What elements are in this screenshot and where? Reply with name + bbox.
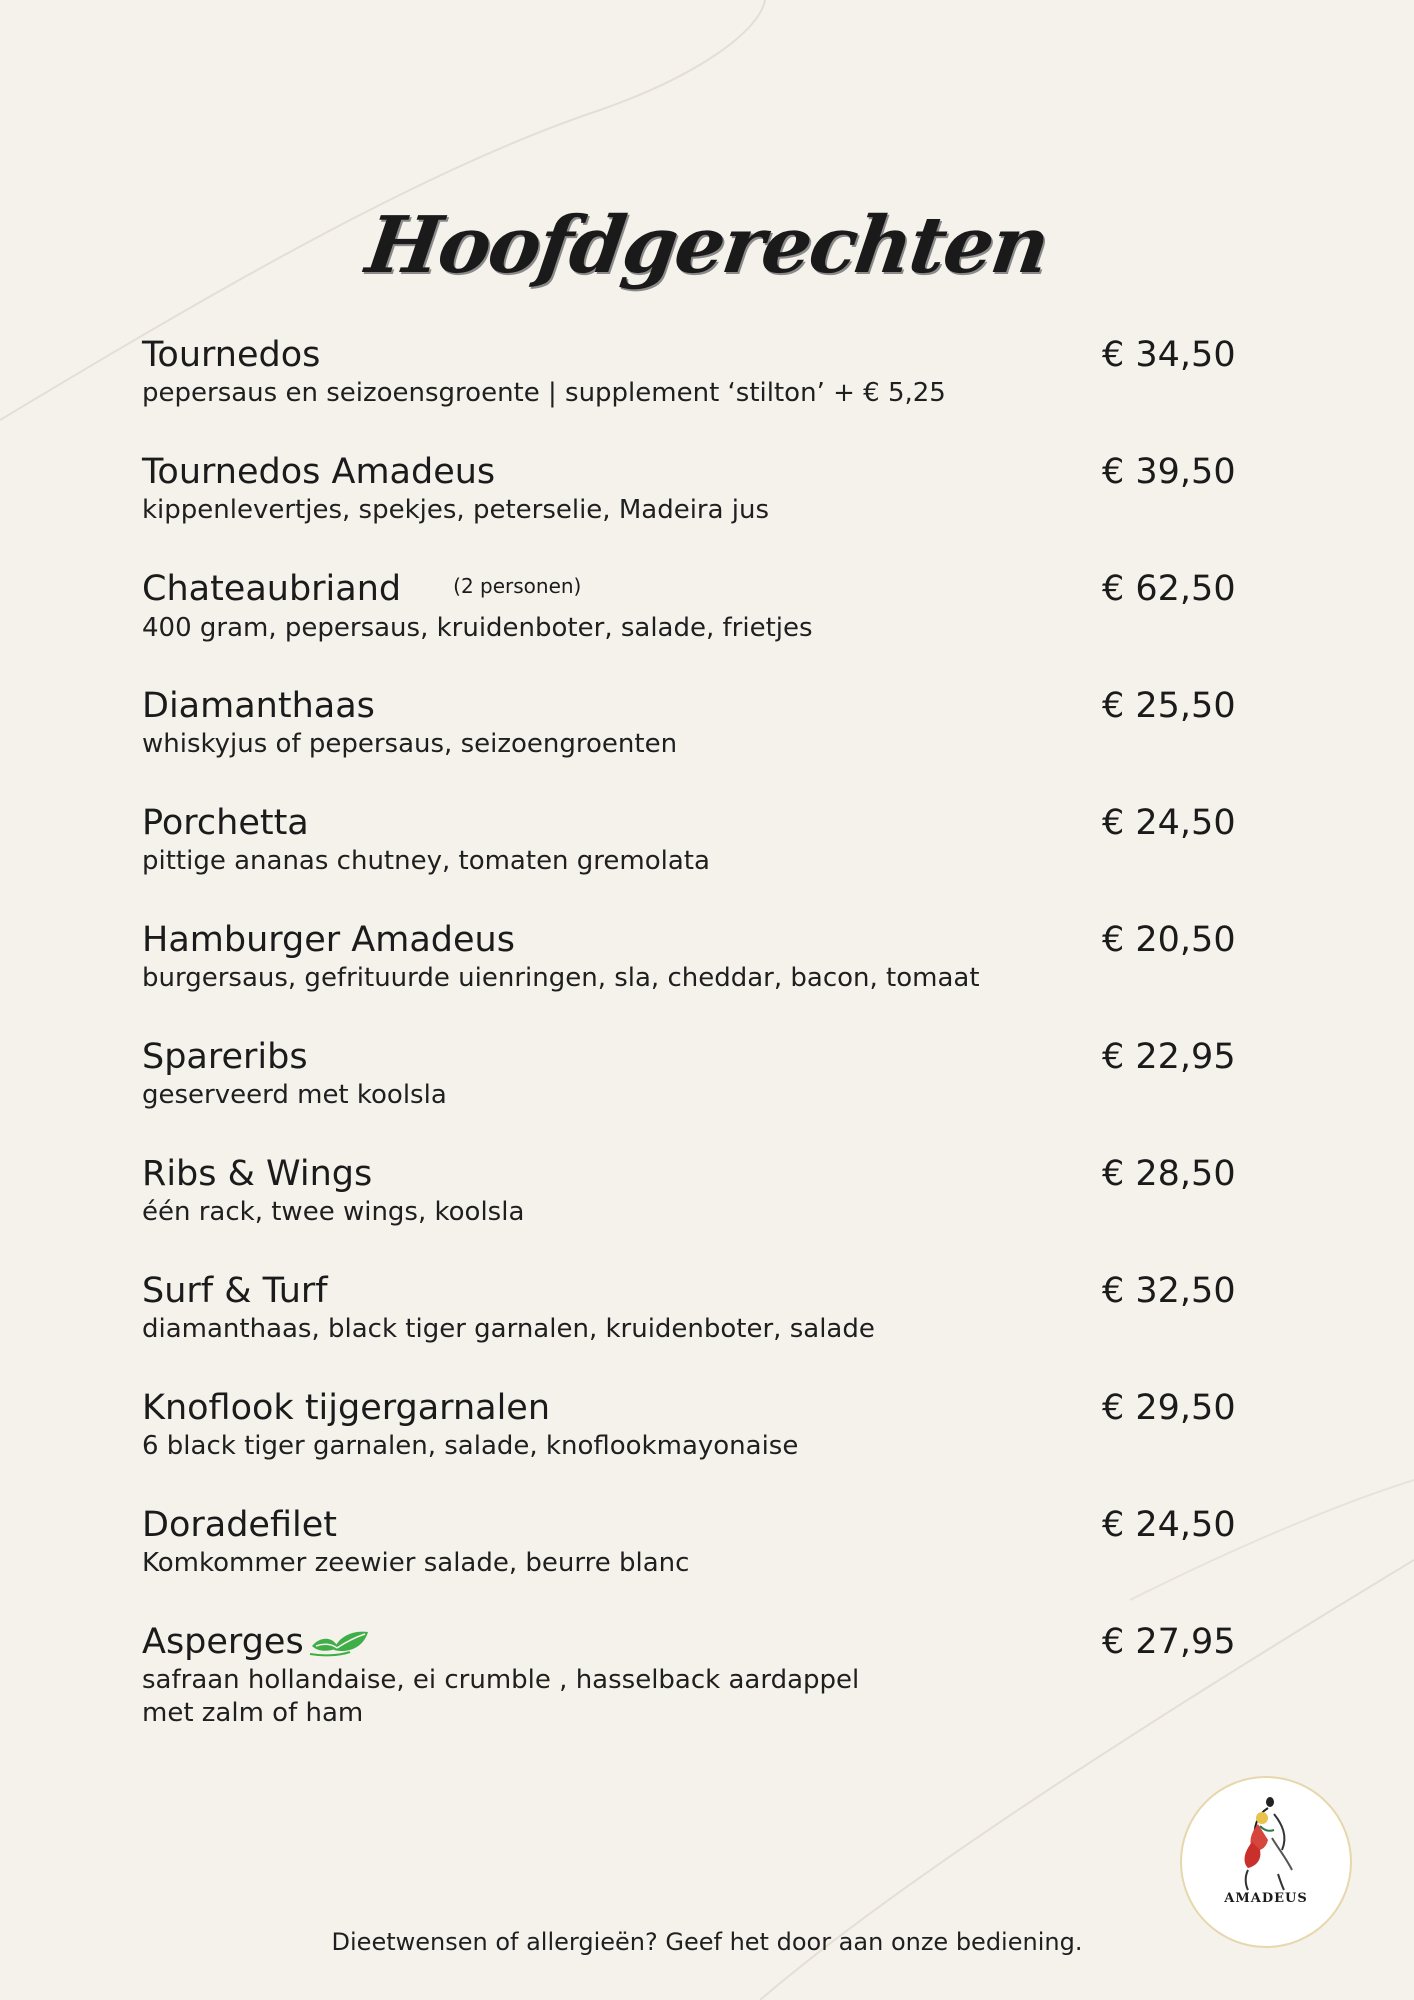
dish-name-row — [142, 567, 1242, 612]
dish-name: Surf & Turf — [142, 1271, 328, 1311]
dish-name: Porchetta — [142, 803, 309, 843]
dish-description: pepersaus en seizoensgroente | supplement ‘stilton’ + € 5,25 — [142, 378, 946, 408]
menu-item-knoflook-tijgergarnalen — [142, 1386, 1242, 1503]
dish-name: Diamanthaas — [142, 686, 375, 726]
dish-name: Asperges — [142, 1622, 304, 1662]
logo-figure-icon — [1182, 1778, 1350, 1946]
dish-name: Spareribs — [142, 1037, 308, 1077]
dish-description: safraan hollandaise, ei crumble , hasselback aardappel — [142, 1665, 860, 1695]
dish-price: € 24,50 — [1102, 803, 1236, 843]
dish-name: Knoflook tijgergarnalen — [142, 1388, 551, 1428]
dish-price: € 29,50 — [1102, 1388, 1236, 1428]
menu-item-ribs-wings — [142, 1152, 1242, 1269]
dish-description: Komkommer zeewier salade, beurre blanc — [142, 1548, 690, 1578]
menu-item-surf-turf — [142, 1269, 1242, 1386]
dish-price: € 22,95 — [1102, 1037, 1236, 1077]
dish-description: diamanthaas, black tiger garnalen, kruidenboter, salade — [142, 1314, 875, 1344]
dish-price: € 24,50 — [1102, 1505, 1236, 1545]
dish-description: geserveerd met koolsla — [142, 1080, 447, 1110]
menu-item-diamanthaas — [142, 684, 1242, 801]
dish-name: Tournedos — [142, 335, 321, 375]
dish-price: € 28,50 — [1102, 1154, 1236, 1194]
dish-price: € 62,50 — [1102, 569, 1236, 609]
menu-item-hamburger-amadeus — [142, 918, 1242, 1035]
dish-price: € 32,50 — [1102, 1271, 1236, 1311]
menu-item-asperges — [142, 1620, 1242, 1760]
dish-description: whiskyjus of pepersaus, seizoengroenten — [142, 729, 678, 759]
dish-description-line2: met zalm of ham — [142, 1698, 364, 1728]
allergy-notice: Dieetwensen of allergieën? Geef het door aan onze bediening. — [331, 1928, 1083, 1956]
dish-name: Hamburger Amadeus — [142, 920, 515, 960]
dish-price: € 39,50 — [1102, 452, 1236, 492]
dish-name: Doradefilet — [142, 1505, 337, 1545]
dish-description: 400 gram, pepersaus, kruidenboter, salade, frietjes — [142, 613, 813, 643]
dish-price: € 34,50 — [1102, 335, 1236, 375]
menu-list — [142, 333, 1242, 1760]
dish-price: € 27,95 — [1102, 1622, 1236, 1662]
page-title: Hoofdgerechten — [360, 200, 1054, 291]
menu-item-tournedos-amadeus — [142, 450, 1242, 567]
leaf-icon — [308, 1625, 370, 1655]
dish-description: pittige ananas chutney, tomaten gremolata — [142, 846, 710, 876]
dish-name: Tournedos Amadeus — [142, 452, 496, 492]
menu-item-spareribs — [142, 1035, 1242, 1152]
dish-description: kippenlevertjes, spekjes, peterselie, Madeira jus — [142, 495, 770, 525]
amadeus-logo — [1180, 1776, 1352, 1948]
dish-price: € 20,50 — [1102, 920, 1236, 960]
dish-name-row — [142, 1620, 1242, 1664]
menu-item-chateaubriand — [142, 567, 1242, 684]
dish-description: één rack, twee wings, koolsla — [142, 1197, 525, 1227]
dish-description: burgersaus, gefrituurde uienringen, sla, cheddar, bacon, tomaat — [142, 963, 980, 993]
dish-description: 6 black tiger garnalen, salade, knoflookmayonaise — [142, 1431, 799, 1461]
menu-item-porchetta — [142, 801, 1242, 918]
dish-name: Ribs & Wings — [142, 1154, 373, 1194]
dish-note: (2 personen) — [453, 574, 582, 598]
menu-item-doradefilet — [142, 1503, 1242, 1620]
dish-name: Chateaubriand — [142, 569, 402, 609]
dish-price: € 25,50 — [1102, 686, 1236, 726]
logo-text: AMADEUS — [1224, 1891, 1308, 1906]
menu-item-tournedos — [142, 333, 1242, 450]
